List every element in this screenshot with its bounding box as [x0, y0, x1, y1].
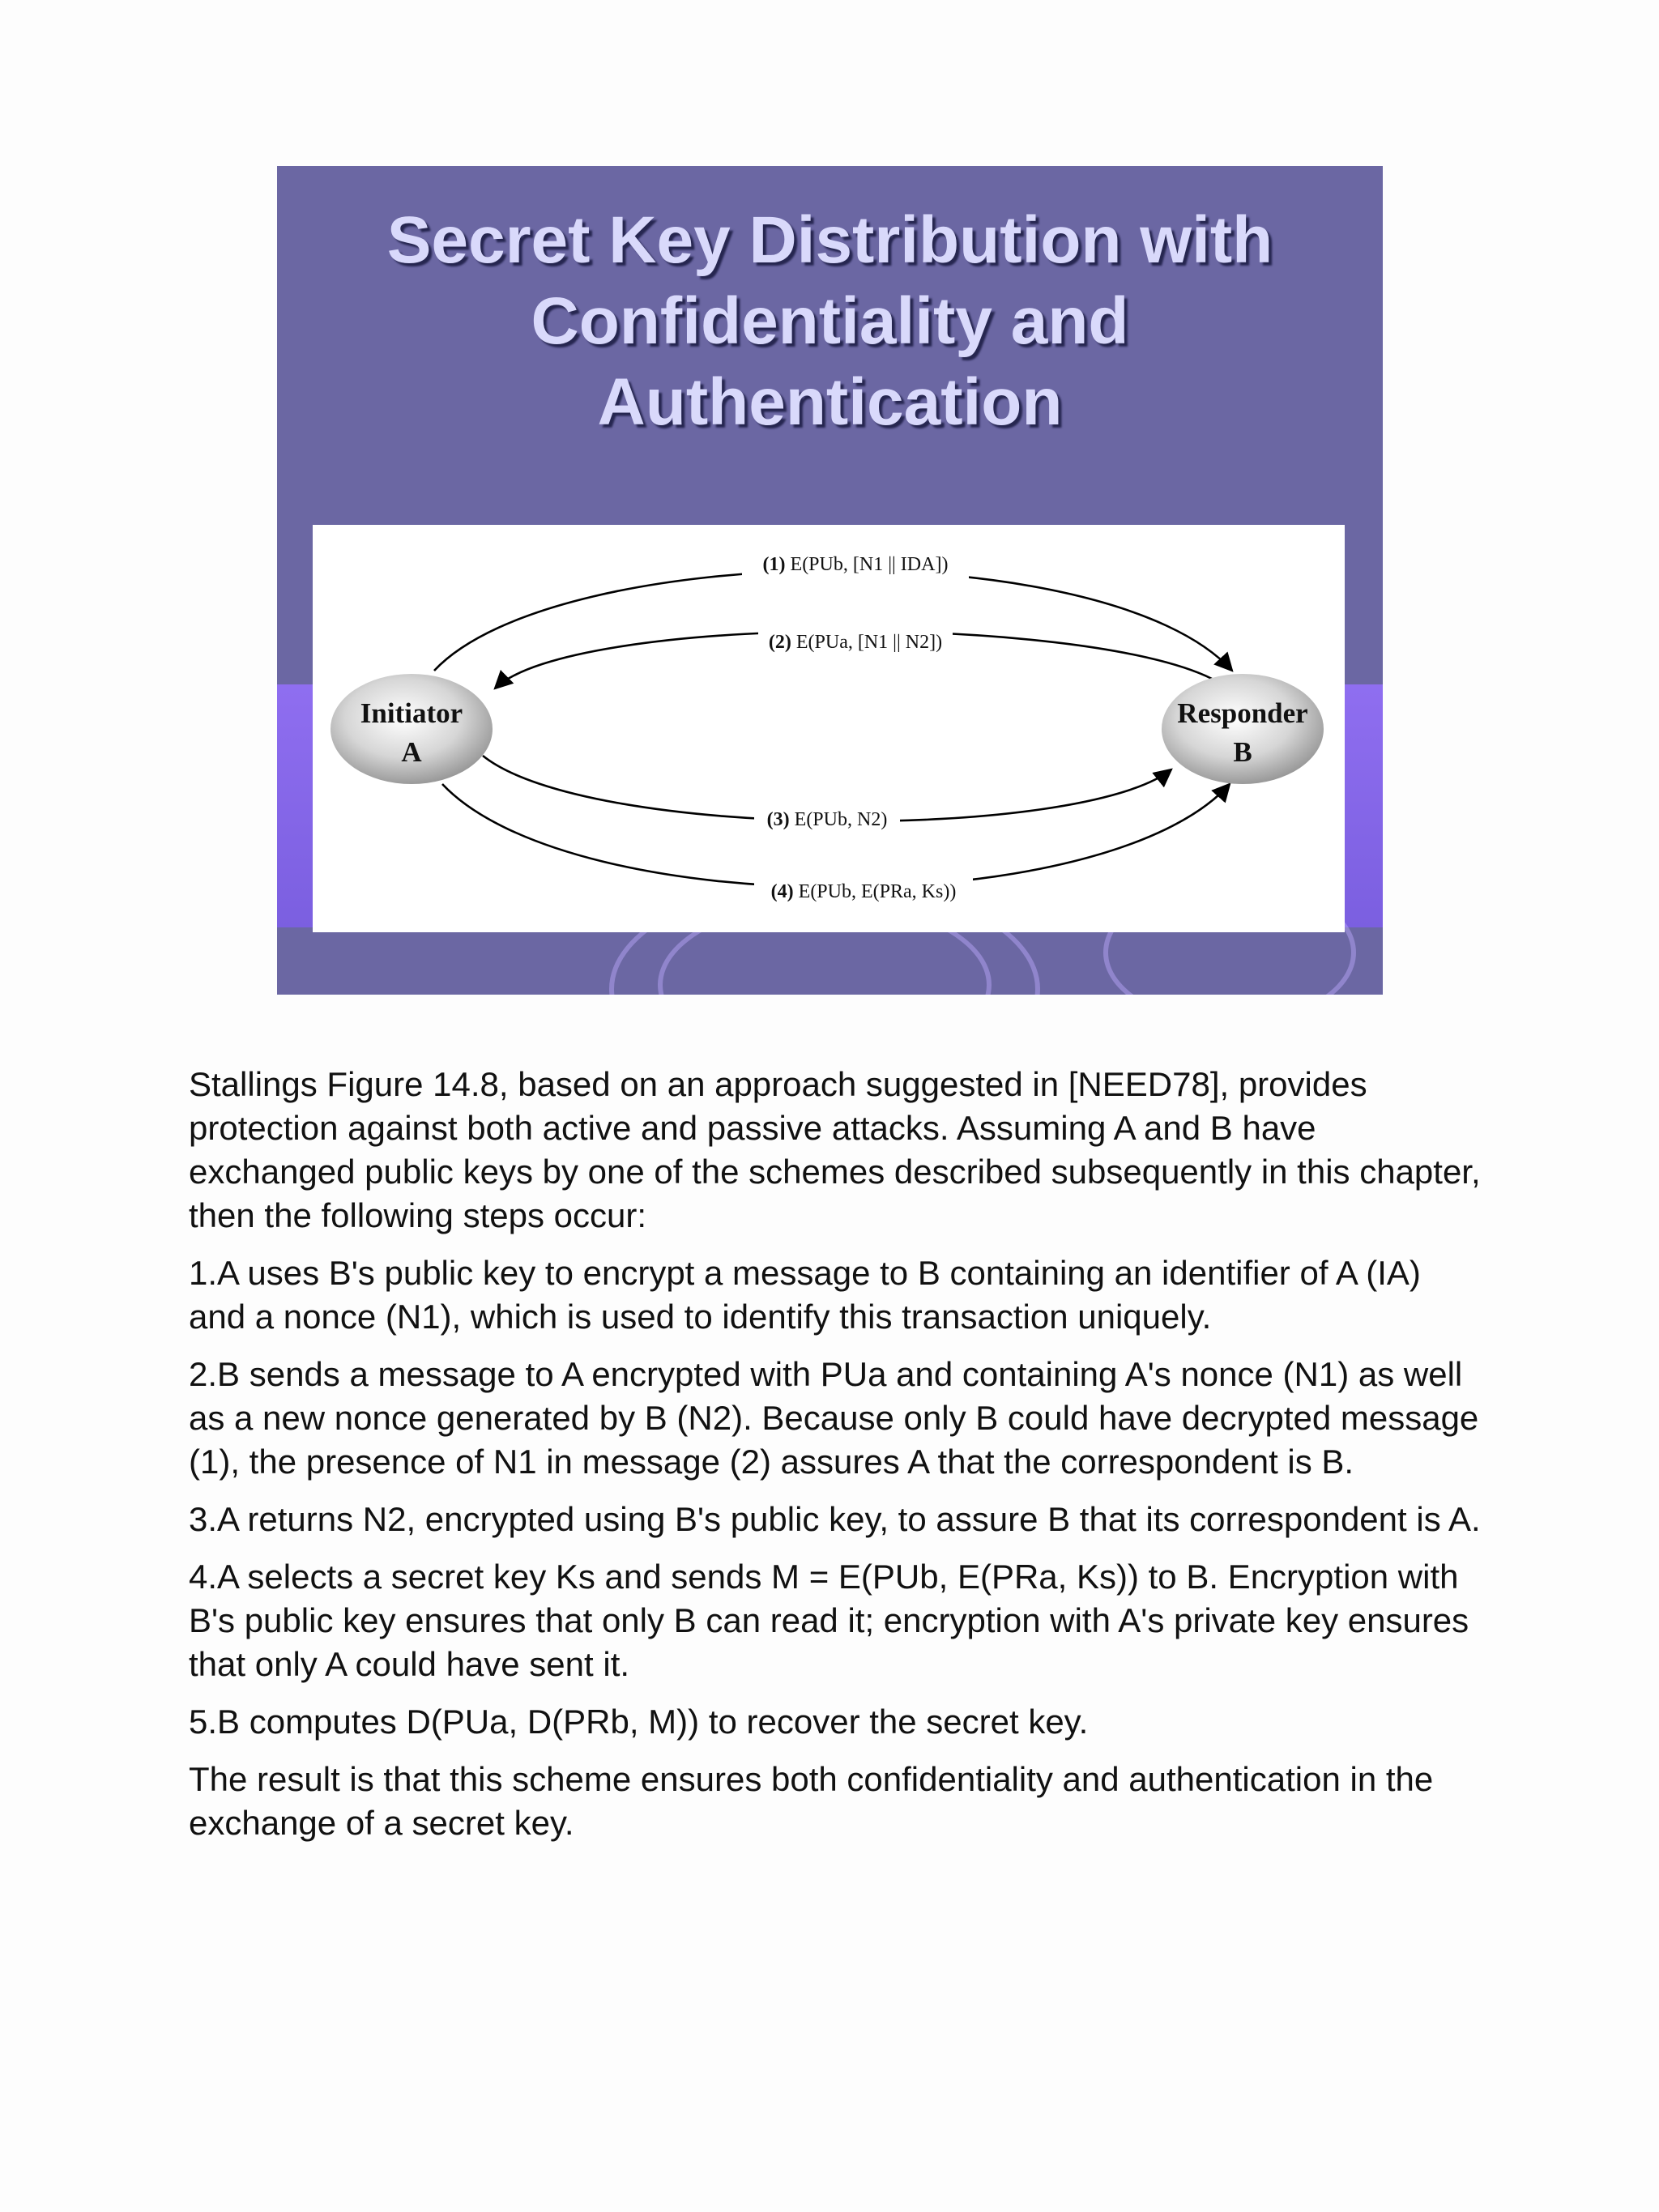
- step-item: 3.A returns N2, encrypted using B's public key, to assure B that its correspondent is A.: [189, 1500, 1481, 1538]
- diagram-svg: [313, 525, 1345, 932]
- slide-title: [277, 200, 1383, 443]
- message-1-label: (1) E(PUb, [N1 || IDA]): [762, 554, 949, 575]
- message-2-label: (2) E(PUa, [N1 || N2]): [768, 632, 943, 653]
- step-item: 1.A uses B's public key to encrypt a message to B containing an identifier of A (IA) and a nonce (N1), which is used to identify this transaction uniquely.: [189, 1254, 1421, 1336]
- initiator-letter: A: [401, 736, 422, 768]
- slide-title-line: Authentication: [597, 365, 1063, 439]
- body-text: [189, 1063, 1485, 1859]
- responder-letter: B: [1233, 736, 1252, 768]
- step-item: 2.B sends a message to A encrypted with PUa and containing A's nonce (N1) as well as a new nonce generated by B (N2). Because only B could have decrypted message (1), the presence of N1 in message (2) assures A that the correspondent is B.: [189, 1355, 1479, 1481]
- responder-label: Responder: [1177, 697, 1308, 729]
- slide-title-line: Secret Key Distribution with: [386, 203, 1273, 277]
- message-4-label: (4) E(PUb, E(PRa, Ks)): [770, 881, 957, 902]
- message-3-label: (3) E(PUb, N2): [766, 809, 888, 830]
- conclusion-paragraph: The result is that this scheme ensures both confidentiality and authentication in the exchange of a secret key.: [189, 1760, 1434, 1842]
- message-4-arrow: [442, 784, 1230, 888]
- initiator-label: Initiator: [360, 697, 463, 729]
- key-distribution-diagram: [313, 525, 1345, 932]
- step-item: 5.B computes D(PUa, D(PRb, M)) to recover the secret key.: [189, 1703, 1089, 1741]
- step-item: 4.A selects a secret key Ks and sends M = E(PUb, E(PRa, Ks)) to B. Encryption with B's public key ensures that only B can read it; encryption with A's private key ensures that only A could have sent it.: [189, 1558, 1469, 1683]
- intro-paragraph: Stallings Figure 14.8, based on an approach suggested in [NEED78], provides protection against both active and passive attacks. Assuming A and B have exchanged public keys by one of the schemes described subsequently in this chapter, then the following steps occur:: [189, 1065, 1481, 1234]
- slide-image: [277, 166, 1383, 995]
- slide-title-line: Confidentiality and: [531, 284, 1129, 358]
